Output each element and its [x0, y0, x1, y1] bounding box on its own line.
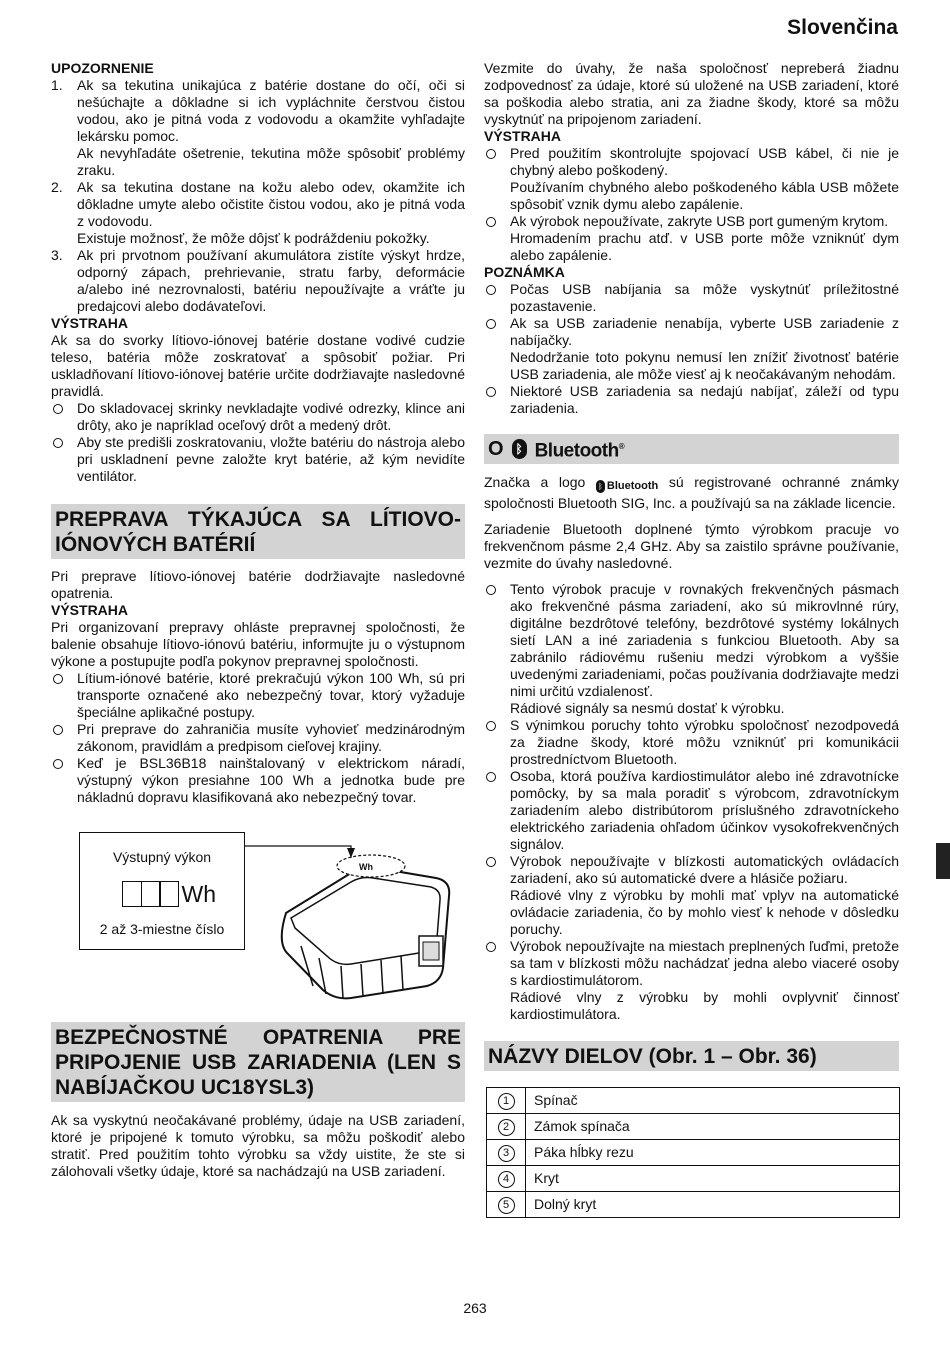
item-text: Počas USB nabíjania sa môže vyskytnúť príležitostné pozastavenie.	[510, 281, 899, 314]
bluetooth-trademark-text	[484, 474, 899, 512]
digit-box	[159, 881, 179, 907]
item-text: Ak sa USB zariadenie nenabíja, vyberte USB zariadenie z nabíjačky.	[510, 315, 899, 348]
list-item	[51, 247, 465, 315]
table-row	[487, 1114, 900, 1140]
caution-text: Ak sa do svorky lítiovo-iónovej batérie dostane vodivé cudzie teleso, batéria môže zoskratovať a spôsobiť požiar. Pri uskladňovaní lítiovo-iónovej batérie určite dodržiavajte nasledovné pravidlá.	[51, 332, 465, 399]
part-number: 2	[487, 1114, 526, 1140]
bluetooth-wordmark	[534, 438, 625, 462]
part-name: Zámok spínača	[526, 1114, 900, 1140]
list-item	[484, 145, 899, 213]
item-extra: Rádiové vlny z výrobku by mohli mať vplyv na automatické ovládacie zariadenia, čo by mohlo viesť k nehode v dôsledku poruchy.	[510, 887, 899, 937]
item-text: Osoba, ktorá používa kardiostimulátor alebo iné zdravotnícke pomôcky, by sa mala poradiť s výrobcom, zdravotníckym zariadením alebo distribútorom príslušného zdravotníckeho elektrického zariadenia ohľadom účinkov vysokofrekvenčných signálov.	[510, 768, 899, 852]
bluetooth-word: Bluetooth	[606, 480, 659, 492]
table-row	[487, 1166, 900, 1192]
part-number: 4	[487, 1166, 526, 1192]
parts-table	[486, 1087, 900, 1218]
item-text: Ak pri prvotnom používaní akumulátora zistíte výskyt hrdze, odporný zápach, prehrievanie, stratu farby, deformácie a/alebo iné nezrovnalosti, batériu nepoužívajte a vráťte ju predajcovi alebo dodávateľovi.	[77, 247, 465, 314]
list-item	[484, 383, 899, 417]
language-title: Slovenčina	[787, 16, 898, 39]
part-name: Kryt	[526, 1166, 900, 1192]
warning-list	[51, 77, 465, 315]
item-text: Tento výrobok pracuje v rovnakých frekvenčných pásmach ako frekvenčné pásma zariadení, ako sú mikrovlnné rúry, digitálne bezdrôtové telefóny, bezdrôtové systémy lokálnych sietí LAN a iné zariadenia s funkciou Bluetooth. Aby sa zabránilo rádiovému rušeniu medzi výrobkom a vyššie uvedenými zariadeniami, počas používania dodržiavajte medzi nimi určitú vzdialenosť.	[510, 581, 899, 699]
caution-list	[51, 400, 465, 485]
registered-mark: ®	[618, 442, 625, 452]
item-extra: Nedodržanie toto pokynu nemusí len znížiť životnosť batérie USB zariadenia, ale môže viesť aj k neočakávaným nehodám.	[510, 349, 899, 382]
bluetooth-intro: Zariadenie Bluetooth doplnené týmto výrobkom pracuje vo frekvenčnom pásme 2,4 GHz. Aby sa zaistilo správne používanie, vezmite do úvahy nasledovné.	[484, 521, 899, 571]
list-item	[51, 179, 465, 247]
digit-box	[122, 881, 142, 907]
battery-mark-text: Wh	[359, 862, 373, 872]
output-label: Výstupný výkon	[112, 849, 212, 865]
list-item: Lítium-iónové batérie, ktoré prekračujú výkon 100 Wh, sú pri transporte označené ako nebezpečný tovar, ktorý vyžaduje špeciálne aplikačné postupy.	[51, 670, 465, 721]
list-item	[484, 581, 899, 717]
list-item: Aby ste predišli zoskratovaniu, vložte batériu do nástroja alebo pri uskladnení pevne založte kryt batérie, až kým nevidíte ventilátor.	[51, 434, 465, 485]
caution-list	[484, 145, 899, 264]
list-item	[484, 213, 899, 264]
item-number: 1.	[51, 77, 63, 93]
item-text: Ak sa tekutina unikajúca z batérie dostane do očí, oči si nešúchajte a dôkladne si ich vypláchnite čerstvou čistou vodou, ako je pitná voda z vodovodu a okamžite vyhľadajte lekársku pomoc.	[77, 77, 465, 144]
bluetooth-icon: ᛒ	[512, 439, 527, 459]
item-text: Výrobok nepoužívajte na miestach preplnených ľuďmi, pretože sa tam v blízkosti môžu nachádzať jedna alebo viaceré osoby s kardiostimulátorom.	[510, 938, 899, 988]
list-item	[484, 938, 899, 1023]
parts-heading: NÁZVY DIELOV (Obr. 1 – Obr. 36)	[484, 1041, 899, 1071]
right-column	[484, 60, 899, 1218]
list-item: Pri preprave do zahraničia musíte vyhovieť medzinárodným zákonom, pravidlám a predpisom cieľovej krajiny.	[51, 721, 465, 755]
item-number: 3.	[51, 247, 63, 263]
wh-unit: Wh	[181, 880, 216, 907]
bluetooth-inline-logo	[596, 478, 658, 495]
transport-heading: PREPRAVA TÝKAJÚCA SA LÍTIOVO-IÓNOVÝCH BATÉRIÍ	[51, 504, 465, 559]
usb-text: Ak sa vyskytnú neočakávané problémy, údaje na USB zariadení, ktoré je pripojené k tomuto výrobku, sa môžu poškodiť alebo stratiť. Pred použitím tohto výrobku sa vždy uistite, že ste si zálohovali všetky údaje, ktoré sa nachádzajú na USB zariadení.	[51, 1112, 465, 1179]
item-text: Pred použitím skontrolujte spojovací USB kábel, či nie je chybný alebo poškodený.	[510, 145, 899, 178]
item-extra: Existuje možnosť, že môže dôjsť k podráždeniu pokožky.	[77, 230, 430, 246]
list-item	[484, 853, 899, 938]
bluetooth-word: Bluetooth	[534, 440, 619, 462]
note-title: POZNÁMKA	[484, 264, 565, 280]
list-item: Do skladovacej skrinky nevkladajte vodivé odrezky, klince ani drôty, ako je napríklad oceľový drôt a medený drôt.	[51, 400, 465, 434]
digits-label: 2 až 3-miestne číslo	[99, 921, 225, 937]
item-text: Výrobok nepoužívajte v blízkosti automatických ovládacích zariadení, ako sú automatické dvere a hlásiče požiaru.	[510, 853, 899, 886]
transport-list	[51, 670, 465, 806]
bluetooth-list	[484, 581, 899, 1023]
list-item	[484, 315, 899, 383]
table-row	[487, 1192, 900, 1218]
item-extra: Rádiové vlny z výrobku by mohli ovplyvniť činnosť kardiostimulátora.	[510, 989, 899, 1022]
list-item	[484, 717, 899, 768]
item-extra: Rádiové signály sa nesmú dostať k výrobku.	[510, 700, 785, 716]
item-text: Ak výrobok nepoužívate, zakryte USB port gumeným krytom.	[510, 213, 889, 229]
trademark-text-after: sú registrované ochranné známky spoločnosti Bluetooth SIG, Inc. a používajú sa na základe licencie.	[484, 474, 900, 511]
output-label-box	[79, 832, 245, 950]
bluetooth-heading	[484, 434, 899, 464]
bluetooth-bullet: O	[488, 437, 504, 460]
part-number: 1	[487, 1088, 526, 1114]
part-number: 5	[487, 1192, 526, 1218]
usb-disclaimer: Vezmite do úvahy, že naša spoločnosť nepreberá žiadnu zodpovednosť za údaje, ktoré sú uložené na USB zariadení, ktoré sa poškodia alebo stratia, ani za žiadne škody, ktoré sa môžu vyskytnúť na pripojenom zariadení.	[484, 60, 899, 127]
item-extra: Hromadením prachu atď. v USB porte môže vzniknúť dym alebo zapálenie.	[510, 230, 899, 263]
usb-heading: BEZPEČNOSTNÉ OPATRENIA PRE PRIPOJENIE USB ZARIADENIA (LEN S NABÍJAČKOU UC18YSL3)	[51, 1022, 465, 1102]
left-column	[51, 60, 465, 1180]
note-list	[484, 281, 899, 417]
bluetooth-icon: ᛒ	[596, 480, 605, 493]
warning-title: UPOZORNENIE	[51, 60, 154, 76]
item-text: Niektoré USB zariadenia sa nedajú nabíjať, záleží od typu zariadenia.	[510, 383, 899, 416]
list-item: Keď je BSL36B18 nainštalovaný v elektrickom náradí, výstupný výkon presiahne 100 Wh a jednotka bude pre nákladnú dopravu klasifikovaná ako nebezpečný tovar.	[51, 755, 465, 806]
page-number: 263	[463, 1300, 487, 1316]
digit-box	[141, 881, 161, 907]
table-row	[487, 1140, 900, 1166]
transport-caution-text: Pri organizovaní prepravy ohláste prepravnej spoločnosti, že balenie obsahuje lítiovo-iónovú batériu, informujte ju o výstupnom výkone a postupujte podľa pokynov prepravnej spoločnosti.	[51, 619, 465, 669]
item-text: Ak sa tekutina dostane na kožu alebo odev, okamžite ich dôkladne umyte alebo očistite čistou vodou, ako je pitná voda z vodovodu.	[77, 179, 465, 229]
item-extra: Ak nevyhľadáte ošetrenie, tekutina môže spôsobiť problémy zraku.	[77, 145, 465, 178]
part-name: Spínač	[526, 1088, 900, 1114]
part-number: 3	[487, 1140, 526, 1166]
caution-title: VÝSTRAHA	[51, 315, 129, 331]
item-number: 2.	[51, 179, 63, 195]
list-item	[484, 281, 899, 315]
part-name: Páka hĺbky rezu	[526, 1140, 900, 1166]
trademark-text-before: Značka a logo	[484, 474, 586, 490]
table-row	[487, 1088, 900, 1114]
battery-figure	[51, 818, 465, 1010]
section-tab-marker	[936, 843, 950, 879]
transport-caution-title: VÝSTRAHA	[51, 602, 129, 618]
item-text: S výnimkou poruchy tohto výrobku spoločnosť nezodpovedá za žiadne škody, ktoré môžu vzniknúť pri komunikácii prostredníctvom Bluetooth.	[510, 717, 899, 767]
part-name: Dolný kryt	[526, 1192, 900, 1218]
transport-intro: Pri preprave lítiovo-iónovej batérie dodržiavajte nasledovné opatrenia.	[51, 568, 465, 601]
caution-title: VÝSTRAHA	[484, 128, 562, 144]
item-extra: Používaním chybného alebo poškodeného kábla USB môžete spôsobiť vznik dymu alebo zapálenie.	[510, 179, 899, 212]
list-item	[484, 768, 899, 853]
wh-digits	[122, 881, 216, 907]
list-item	[51, 77, 465, 179]
